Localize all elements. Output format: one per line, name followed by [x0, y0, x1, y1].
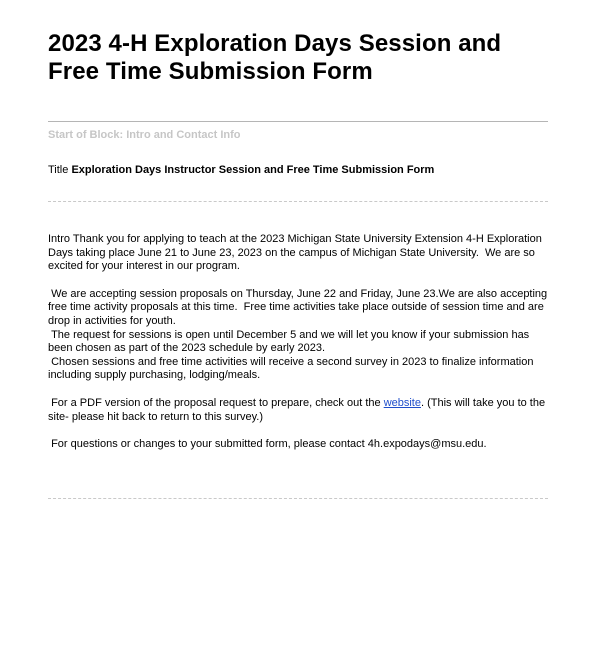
- intro-question: [48, 233, 553, 452]
- intro-paragraph-4: For questions or changes to your submitted form, please contact 4h.expodays@msu.edu.: [48, 438, 487, 451]
- page-title: 2023 4-H Exploration Days Session and Free Time Submission Form: [48, 30, 502, 85]
- question-separator: [48, 201, 548, 202]
- intro-paragraph-1: [48, 233, 553, 274]
- intro-paragraph-2c: Chosen sessions and free time activities will receive a second survey in 2023 to finalize information including supply purchasing, lodging/meals.: [48, 355, 537, 382]
- intro-text-3-before: For a PDF version of the proposal request to prepare, check out the: [48, 396, 384, 409]
- intro-text-3-after: . (This will take you to the site- please hit back to return to this survey.): [48, 396, 549, 423]
- question-id-intro: Intro: [48, 233, 71, 245]
- paragraph-gap: [48, 274, 553, 288]
- block-start-divider: [48, 121, 548, 122]
- intro-text-1: Thank you for applying to teach at the 2023 Michigan State University Extension 4-H Exploration Days taking place June 21 to June 23, 2023 on the campus of Michigan State University. We are so excited for your interest in our program.: [48, 233, 545, 273]
- question-title-text: Exploration Days Instructor Session and Free Time Submission Form: [71, 164, 435, 176]
- paragraph-gap: [48, 383, 553, 397]
- website-link[interactable]: website: [383, 396, 421, 409]
- block-start-label: Start of Block: Intro and Contact Info: [48, 129, 241, 141]
- intro-paragraph-2b: The request for sessions is open until December 5 and we will let you know if your submission has been chosen as part of the 2023 schedule by early 2023.: [48, 328, 533, 355]
- question-id-title: Title: [48, 164, 69, 176]
- intro-paragraph-2a: We are accepting session proposals on Thursday, June 22 and Friday, June 23.We are also accepting free time activity proposals at this time. Free time activities take place outside of session time and are drop in activities for youth.: [48, 287, 551, 327]
- title-question: [48, 164, 434, 176]
- paragraph-gap: [48, 424, 553, 438]
- document-page: [48, 30, 548, 86]
- intro-paragraph-3: [48, 397, 553, 424]
- question-separator: [48, 498, 548, 499]
